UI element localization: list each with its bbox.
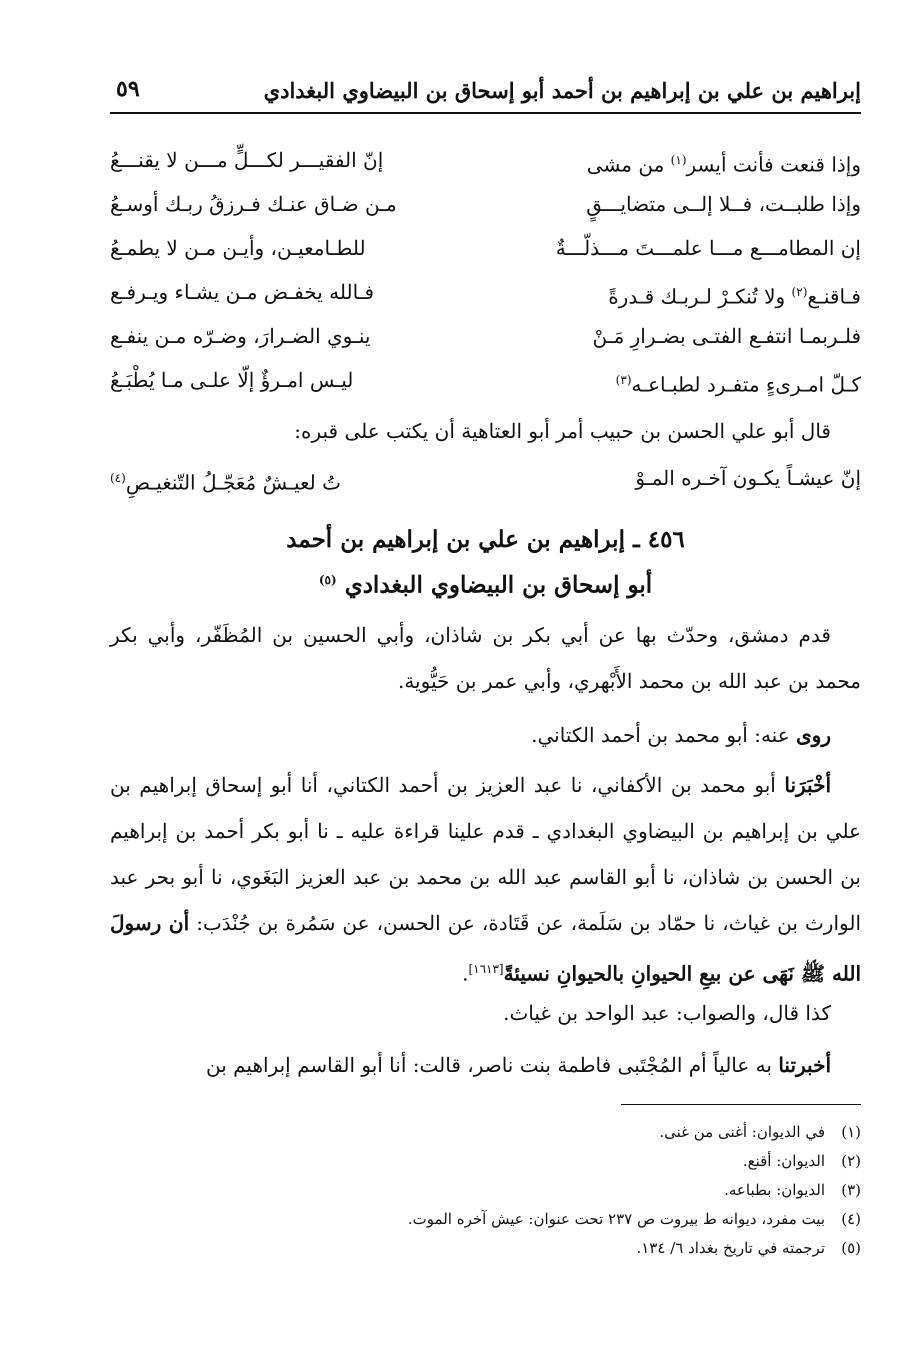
page xyxy=(110,0,861,1348)
running-head xyxy=(110,72,861,114)
intro-line: قال أبو علي الحسن بن حبيب أمر أبو العتاهية أن يكتب على قبره: xyxy=(294,419,831,443)
hemistich-first: فـاقنـع$^{(٢)}$ ولا تُنكـرْ لـربـك قـدرةً xyxy=(608,284,861,309)
paragraph-narrators: روى عنه: أبو محمد بن أحمد الكتاني. xyxy=(531,723,831,747)
hemistich-second: إنّ الفقيـــر لكـــلٍّ مـــن لا يقنـــعُ xyxy=(110,148,384,172)
footnote-marker: (٢) xyxy=(791,285,808,299)
hemistich-second: ليـس امـرؤٌ إلّا علـى مـا يُطْبَـعُ xyxy=(110,368,354,392)
paragraph-continuation: أخبرتنا به عالياً أم المُجْتَبى فاطمة بنت ناصر، قالت: أنا أبو القاسم إبراهيم بن xyxy=(205,1053,831,1077)
verse-row xyxy=(110,272,861,316)
hemistich-second: مـن ضـاق عنـك فـرزقُ ربـك أوسـعُ xyxy=(110,192,397,216)
hemistich-first: فلـربمـا انتفـع الفتـى بضـرارِ مَـنْ xyxy=(592,324,861,348)
paragraph-lead: روى xyxy=(796,723,831,747)
footnote-marker: (١) xyxy=(670,153,687,167)
footnote: (١)في الديوان: أغنى من غنى. xyxy=(659,1123,861,1141)
verse-row xyxy=(110,184,861,228)
paragraph-lead: أخبرتنا xyxy=(778,1053,831,1077)
paragraph-isnad: أخْبَرَنا أبو محمد بن الأكفاني، نا عبد العزيز بن أحمد الكتاني، أنا أبو إسحاق إبراهيم بن علي بن إبراهيم بن البيضاوي البغدادي ـ قدم علينا قراءة عليه ـ نا أبو بكر أحمد بن إبراهيم بن الحسن بن شاذان، نا أبو القاسم عبد الله بن محمد بن عبد العزيز البَغَوي، نا أبو بحر عبد الوارث بن غياث، نا حمّاد بن سَلَمة، عن قَتَادة، عن الحسن، عن سَمُرة بن جُنْدَب: أن رسولَ الله ﷺ نَهَى عن بيعِ الحيوانِ بالحيوانِ نسيئةً[١٦١٣]. xyxy=(110,773,861,986)
footnote-rule xyxy=(621,1104,861,1105)
paragraph-lead: أخْبَرَنا xyxy=(784,773,831,797)
hemistich-first: وإذا قنعت فأنت أيسر$^{(١)}$ من مشى xyxy=(586,152,861,177)
footnotes xyxy=(110,1118,861,1263)
entry-heading-line2: أبو إسحاق بن البيضاوي البغدادي $^{(٥)}$ xyxy=(318,571,653,599)
footnote: (٢)الديوان: أقنع. xyxy=(742,1152,861,1170)
entry-heading-line1: ٤٥٦ ـ إبراهيم بن علي بن إبراهيم بن أحمد xyxy=(286,526,685,553)
hemistich-first: إنّ عيشـاً يكـون آخـره المـوْ xyxy=(635,466,861,490)
verse-row xyxy=(110,140,861,184)
hemistich-first: وإذا طلبــت، فــلا إلــى متضايـــقٍ xyxy=(586,192,861,216)
paragraph-correction: كذا قال، والصواب: عبد الواحد بن غياث. xyxy=(503,1001,831,1025)
footnote-marker: (٣) xyxy=(615,373,632,387)
single-verse xyxy=(110,458,861,502)
verse-row xyxy=(110,360,861,404)
hemistich-second: تُ لعيـشٌ مُعَجّـلُ التّنغيـصِ$^{(٤)}$ xyxy=(110,470,341,495)
footnote-marker: (٤) xyxy=(110,471,126,485)
footnote-marker: (٥) xyxy=(318,573,337,587)
hemistich-second: للطـامعيـن، وأيـن مـن لا يطمـعُ xyxy=(110,236,366,260)
page-number: ٥٩ xyxy=(116,76,140,102)
hemistich-first: كـلّ امـرىءٍ متفـرد لطبـاعـه$^{(٣)}$ xyxy=(615,372,861,397)
footnote: (٤)بيت مفرد، ديوانه ط بيروت ص ٢٣٧ تحت عنوان: عيش آخره الموت. xyxy=(407,1210,861,1228)
running-title: إبراهيم بن علي بن إبراهيم بن أحمد أبو إسحاق بن البيضاوي البغدادي xyxy=(263,78,861,103)
verse-row xyxy=(110,228,861,272)
hadith-text: أن رسولَ الله ﷺ نَهَى عن بيعِ الحيوانِ بالحيوانِ نسيئةً xyxy=(110,911,861,986)
verse-row xyxy=(110,316,861,360)
paragraph-arrival: قدم دمشق، وحدّث بها عن أبي بكر بن شاذان، وأبي الحسين بن المُظَفّر، وأبي بكر محمد بن عبد الله بن محمد الأَبْهري، وأبي عمر بن حَيُّوية. xyxy=(110,623,861,693)
hemistich-second: فـالله يخفـض مـن يشـاء ويـرفـع xyxy=(110,280,375,304)
hemistich-second: ينـوي الضـرارَ، وضـرّه مـن ينفـع xyxy=(110,324,371,348)
footnote: (٣)الديوان: بطباعه. xyxy=(724,1181,861,1199)
hadith-reference: [١٦١٣] xyxy=(468,962,504,976)
hemistich-first: إن المطامـــع مـــا علمـــتَ مـــذلّـــةٌ xyxy=(555,236,861,260)
footnote: (٥)ترجمته في تاريخ بغداد ٦/ ١٣٤. xyxy=(636,1239,861,1257)
poem xyxy=(110,140,861,404)
